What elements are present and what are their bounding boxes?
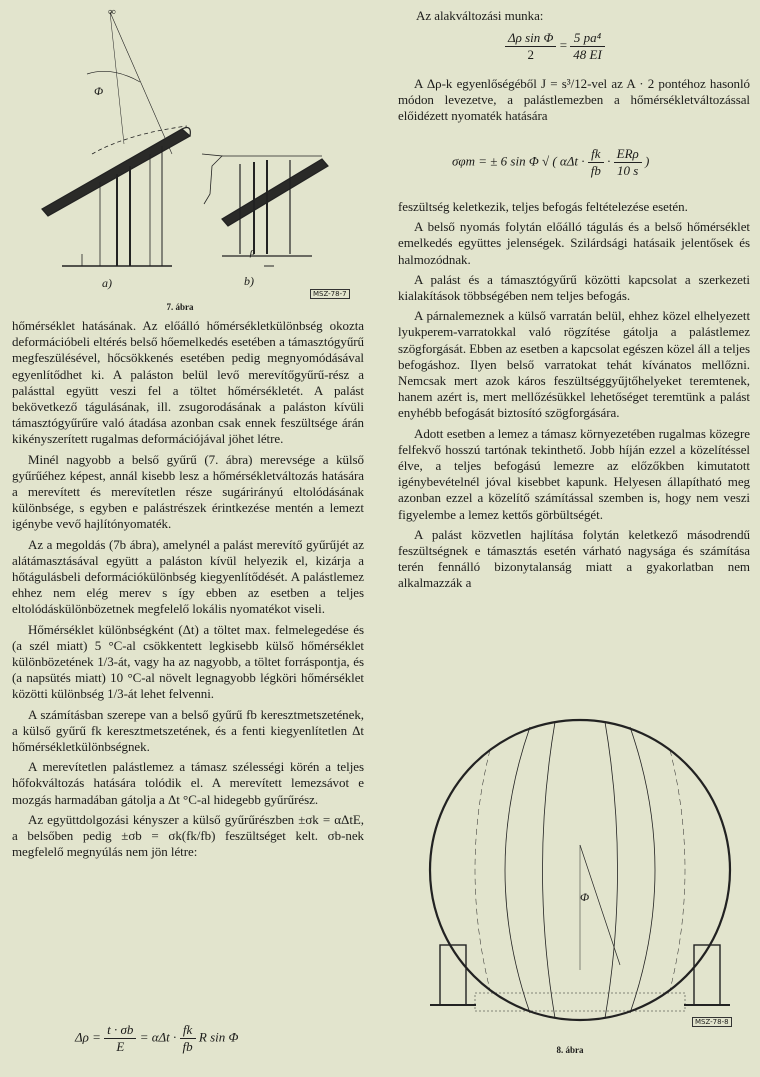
right-eq2-den-1: fb [590, 163, 601, 178]
right-paragraph-2: feszültség keletkezik, teljes befogás feltételezése esetén. [398, 199, 688, 214]
right-column-body [398, 199, 750, 592]
figure-7-caption: 7. ábra [166, 302, 194, 312]
right-eq2-num-2: ERρ [614, 146, 642, 163]
left-paragraph-7: Az együttdolgozási kényszer a külső gyűrűrészben ±σk = αΔtE, a belsőben pedig ±σb = σk(fk/fb) feszültséget kelt. σb-nek megfelelő megnyúlás nem jön létre: [12, 811, 364, 860]
figure-7-phi-label: Φ [94, 84, 104, 98]
right-column-p1 [398, 76, 750, 125]
figure-7-rho-label: ρ [250, 246, 256, 258]
right-eq2-frac-2 [614, 146, 642, 179]
right-eq1-frac-1 [505, 30, 556, 63]
left-paragraph-4: Hőmérséklet különbségként (Δt) a töltet max. felmelegedése és (a szél miatt) 5 °C-al csökkentett legkisebb külső hőmérséklet különbözetének 1/3-át, vagy ha az nagyobb, a töltet forráspontja, és (a napsütés miatt) 10 °C-al növelt legnagyobb légköri hőmérséklet közötti különbség 1/3-át lehet felvenni. [12, 621, 364, 702]
right-eq2-dot: · [607, 153, 614, 169]
right-intro: Az alakváltozási munka: [416, 8, 544, 23]
right-equation-2 [452, 146, 649, 179]
right-eq2-frac-1 [588, 146, 604, 179]
right-paragraph-7: A palást közvetlen hajlítása folytán keletkező másodrendű feszültségnek e támasztás esetén várható nagysága és számítása terén fennálló bizonytalanság miatt a gyakorlatban nem alkalmazzák a [398, 526, 750, 591]
figure-8-drawing [420, 705, 740, 1035]
left-eq-num-2: fk [180, 1022, 196, 1039]
figure-8-caption: 8. ábra [556, 1045, 584, 1055]
right-eq2-den-2: 10 s [617, 163, 639, 178]
left-paragraph-1: hőmérséklet hatásának. Az előálló hőmérsékletkülönbség okozta deformációbeli eltérés belső hőemelkedés esetében a támasztógyűrű megfeszülésével, hőcsökkenés esetében pedig megnyomódásával egyenlítődhet ki. A paláston belül levő merevítőgyűrű-rész a palásttal együtt veszi fel a töltet hőmérsékletét. A palást bekövetkező tágulásának, ill. zsugorodásának a paláston kívüli támasztógyűrűre való átadása azonban csak ennek feszültsége árán kikényszerített rugalmas deformációjával jöhet létre. [12, 318, 364, 447]
left-paragraph-2: Minél nagyobb a belső gyűrű (7. ábra) merevsége a külső gyűrűéhez képest, annál kisebb lesz a hőmérsékletváltozás hatására a merevített és merevítetlen része sugárirányú eltolódásának különbsége, s egyben e palástrészek érintkezése mentén a lemezt igénybe vevő hajlítónyomaték. [12, 451, 364, 532]
left-column [12, 318, 364, 861]
left-eq-lhs: Δρ = [75, 1029, 101, 1045]
right-equation-1 [505, 30, 605, 63]
figure-7-infinity-label: ∞ [108, 6, 116, 18]
figure-8-phi-label: Φ [580, 890, 590, 904]
right-eq1-den-2: 48 EI [573, 47, 602, 62]
left-paragraph-3: Az a megoldás (7b ábra), amelynél a palást merevítő gyűrűjét az alátámasztásával együtt a paláston kívül helyezik el, kizárja a hőtágulásbeli deformációkülönbség kiegyenlítődését. A palástlemez ehhez nem elég merev s így ebben az esetben a teljes eltolódáskülönbözetnek megfelelő lokális nyomatékot viseli. [12, 536, 364, 617]
left-eq-frac-1 [104, 1022, 136, 1055]
figure-7 [22, 4, 362, 304]
figure-8-stamp: MSZ-78-8 [692, 1017, 732, 1027]
left-eq-mid: = αΔt · [139, 1029, 177, 1045]
right-eq1-den-1: 2 [527, 47, 534, 62]
left-paragraph-6: A merevítetlen palástlemez a támasz szélességi körén a teljes hőfokváltozás hatására tolódik el. A merevített lemezsávot e mozgás harmadában gátolja a Δt °C-al hidegebb gyűrűrész. [12, 759, 364, 807]
right-eq1-frac-2 [570, 30, 605, 63]
right-paragraph-5: A párnalemeznek a külső varratán belül, ehhez közel elhelyezett lyukperem-varratokkal való rögzítése gátolja a palástlemez szögforgását. Ebben az esetben a kapcsolat egészen közel áll a teljes befogáshoz. Ilyen belső varratokat tehát kívánatos mellőzni. Nemcsak mert azok káros feszültséggyűjtőhelyeket teremtenek, hanem azért is, mert mellőzésükkel lehetőséget teremtünk a palást enyhébb befogását biztosító szögforgására. [398, 308, 750, 421]
right-paragraph-3: A belső nyomás folytán előálló tágulás és a belső hőmérséklet emelkedés együttes jelenségek. Szilárdsági hatásaik jelentősek és halmozódnak. [398, 219, 750, 267]
left-paragraph-5: A számításban szerepe van a belső gyűrű fb keresztmetszetének, a külső gyűrű fk keresztmetszetének, és a fenti kiegyenlítetlen Δt hőmérsékletkülönbségnek. [12, 706, 364, 755]
left-eq-num-1: t · σb [104, 1022, 136, 1039]
left-equation [75, 1022, 238, 1055]
right-paragraph-6: Adott esetben a lemez a támasz környezetében rugalmas közegre felfekvő hosszú tartónak tekinthető. Jobb híján ezzel a közelítéssel élve, a teljes befogású lemezre az előzőkben kimutatott igénybevételnél jóval kisebbet kapunk. Helyesen állapítható meg azonban ezzel a közelítő számítással szemben is, hogy nem veszi figyelembe a lemez kettős görbültségét. [398, 425, 750, 522]
figure-8 [420, 705, 740, 1035]
right-eq2-lhs: σφm = ± 6 sin Φ √ ( αΔt · [452, 153, 588, 169]
left-eq-den-2: fb [182, 1039, 193, 1054]
right-eq2-num-1: fk [588, 146, 604, 163]
right-eq1-num-1: Δρ sin Φ [505, 30, 556, 47]
figure-7-label-a: a) [102, 276, 112, 290]
figure-7-label-b: b) [244, 274, 254, 288]
right-eq2-close: ) [645, 153, 650, 169]
figure-7-drawing [22, 4, 362, 304]
left-eq-frac-2 [180, 1022, 196, 1055]
right-eq1-num-2: 5 pa⁴ [570, 30, 605, 47]
right-eq1-equals: = [559, 37, 568, 53]
left-eq-den-1: E [116, 1039, 125, 1054]
right-paragraph-4: A palást és a támasztógyűrű közötti kapcsolat a szerkezeti kialakítások többségében nem teljes befogás. [398, 271, 750, 304]
left-eq-tail: R sin Φ [198, 1029, 239, 1045]
right-paragraph-1: A Δρ-k egyenlőségéből J = s³/12-vel az A · 2 pontéhoz hasonló módon levezetve, a palástlemezben a hőmérsékletváltozással előidézett nyomaték hatására [398, 76, 750, 124]
right-column [398, 8, 750, 24]
figure-7-stamp: MSZ-78-7 [310, 289, 350, 299]
